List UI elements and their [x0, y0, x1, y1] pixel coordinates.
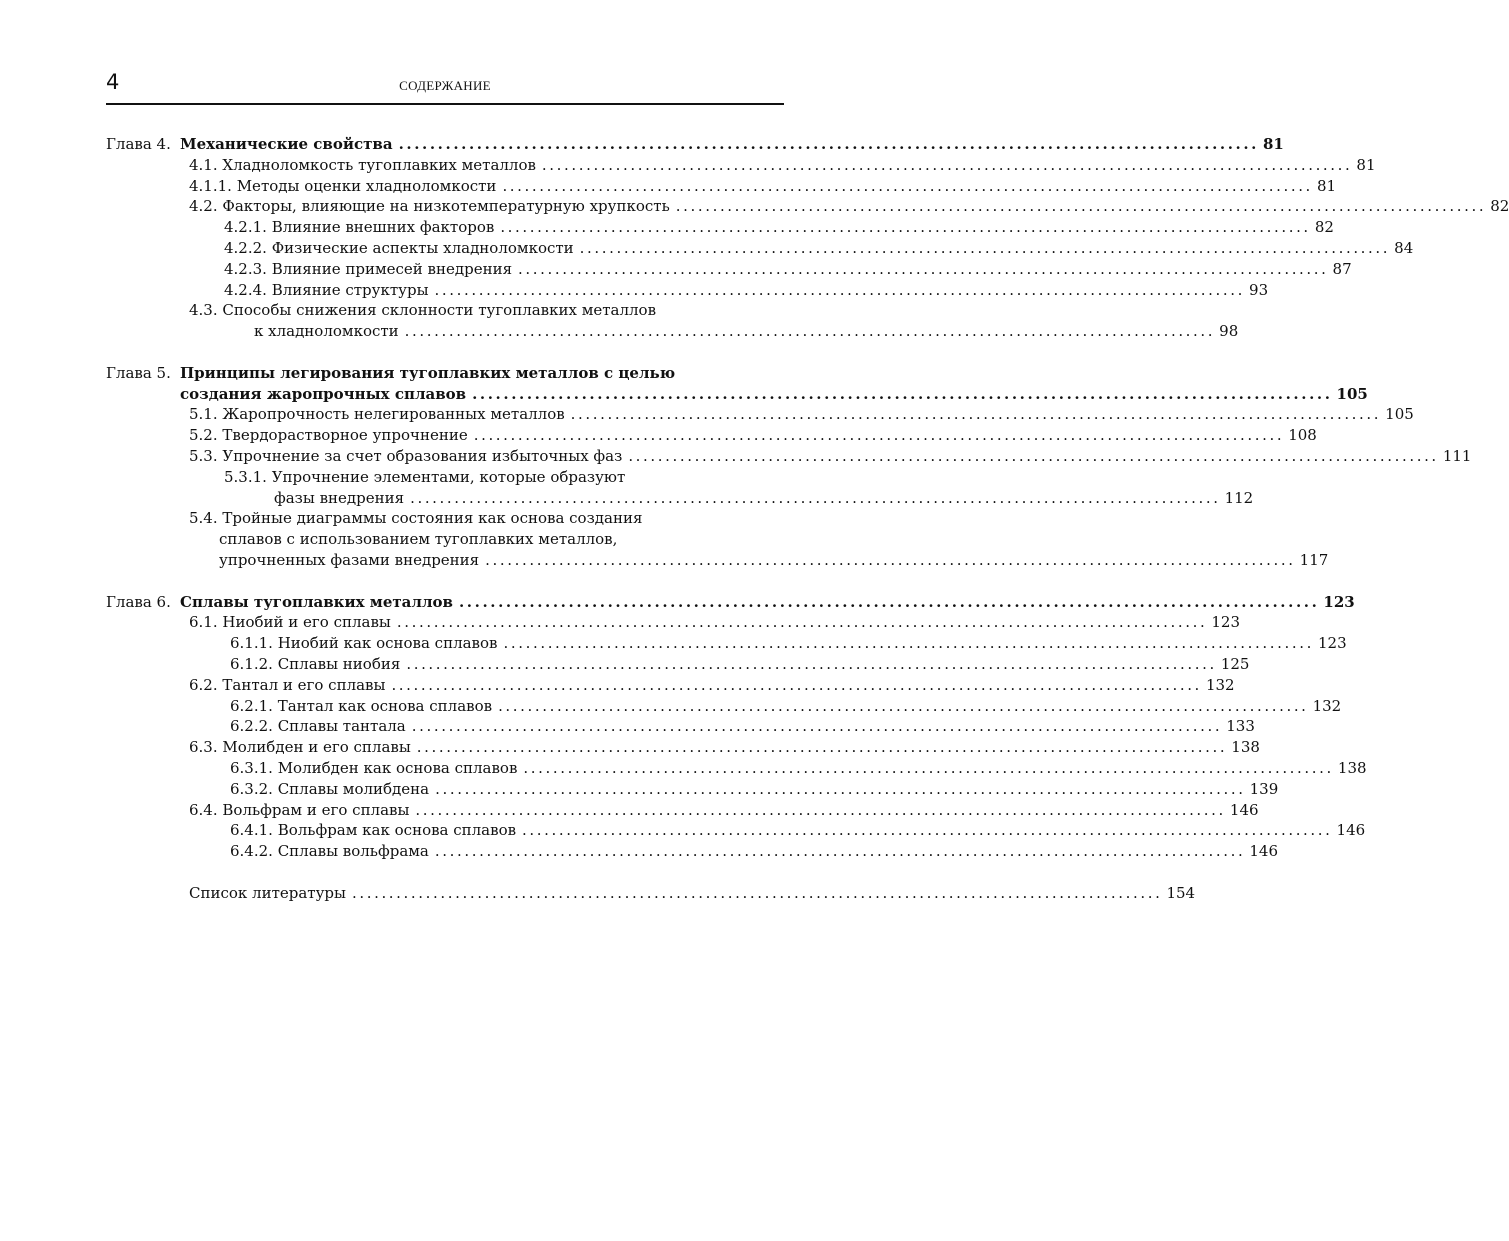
table-of-contents	[106, 134, 1509, 903]
page-ref: 82	[1314, 218, 1334, 237]
page-header	[106, 70, 784, 104]
toc-entry[interactable]	[106, 196, 1509, 217]
toc-entry[interactable]	[106, 654, 1250, 675]
dot-leader: ..............................................................................................................	[522, 821, 1333, 840]
entry-title: 5.4. Тройные диаграммы состояния как основа создания	[189, 509, 643, 528]
page-ref: 132	[1205, 675, 1235, 694]
entry-title: 6.2.1. Тантал как основа сплавов	[230, 696, 493, 715]
page-ref: 117	[1299, 550, 1329, 569]
toc-entry[interactable]	[106, 425, 1317, 446]
page-ref: 146	[1249, 842, 1279, 861]
dot-leader: ..............................................................................................................	[434, 280, 1246, 299]
dot-leader: ..............................................................................................................	[503, 634, 1314, 653]
chapter-title: Принципы легирования тугоплавких металлов с целью	[180, 363, 676, 382]
dot-leader: ..............................................................................................................	[523, 758, 1334, 777]
dot-leader: ..............................................................................................................	[396, 613, 1208, 632]
entry-title: 6.3.2. Сплавы молибдена	[230, 779, 430, 798]
dot-leader: ..............................................................................................................	[579, 238, 1391, 257]
page-ref: 154	[1166, 883, 1196, 902]
entry-title: 4.2.4. Влияние структуры	[224, 280, 429, 299]
toc-entry[interactable]	[106, 758, 1367, 779]
entry-title: 4.2.2. Физические аспекты хладноломкости	[224, 238, 574, 257]
page-ref: 139	[1249, 779, 1279, 798]
toc-entry[interactable]	[106, 675, 1235, 696]
chapter-label: Глава 4.	[106, 135, 171, 153]
toc-chapter-6[interactable]	[106, 592, 1355, 613]
toc-entry[interactable]	[106, 737, 1260, 758]
entry-title: 4.1.1. Методы оценки хладноломкости	[189, 176, 497, 195]
entry-title: 6.3.1. Молибден как основа сплавов	[230, 758, 518, 777]
dot-leader: ..............................................................................................................	[416, 738, 1228, 757]
dot-leader: ..............................................................................................................	[458, 592, 1320, 611]
page-ref: 84	[1394, 238, 1414, 257]
page-ref: 138	[1337, 758, 1367, 777]
entry-title: 6.2. Тантал и его сплавы	[189, 675, 386, 694]
page-ref: 108	[1288, 426, 1317, 445]
entry-title: 6.1. Ниобий и его сплавы	[189, 613, 391, 632]
entry-title: 5.2. Твердорастворное упрочнение	[189, 426, 468, 445]
chapter-label: Глава 5.	[106, 363, 171, 382]
toc-entry[interactable]	[106, 716, 1255, 737]
page-ref: 112	[1224, 488, 1254, 507]
dot-leader: ..............................................................................................................	[435, 779, 1246, 798]
toc-chapter-5[interactable]	[106, 363, 784, 384]
toc-entry[interactable]	[106, 217, 1334, 238]
toc-entry[interactable]	[106, 841, 1279, 862]
entry-title: 5.1. Жаропрочность нелегированных металлов	[189, 405, 565, 424]
page-ref: 81	[1263, 135, 1284, 153]
entry-title-continued: сплавов с использованием тугоплавких металлов,	[219, 530, 618, 549]
entry-title: 6.1.1. Ниобий как основа сплавов	[230, 634, 498, 653]
toc-chapter-5-continuation[interactable]	[106, 384, 1368, 405]
dot-leader: ..............................................................................................................	[472, 384, 1333, 403]
toc-entry[interactable]	[106, 446, 1472, 467]
entry-title-continued: фазы внедрения	[274, 488, 405, 507]
dot-leader: ..............................................................................................................	[473, 426, 1285, 445]
toc-entry[interactable]	[106, 779, 1279, 800]
dot-leader: ..............................................................................................................	[518, 259, 1329, 278]
entry-title: 6.2.2. Сплавы тантала	[230, 717, 406, 736]
dot-leader: ..............................................................................................................	[570, 405, 1382, 424]
page-ref: 87	[1332, 259, 1352, 278]
toc-entry-continuation[interactable]	[106, 488, 1254, 509]
entry-title: 6.4. Вольфрам и его сплавы	[189, 800, 410, 819]
entry-title: Список литературы	[189, 883, 346, 902]
toc-entry[interactable]	[106, 508, 784, 529]
entry-title: 4.2.3. Влияние примесей внедрения	[224, 259, 513, 278]
entry-title: 5.3.1. Упрочнение элементами, которые образуют	[224, 467, 626, 486]
toc-entry[interactable]	[106, 238, 1414, 259]
entry-title: 6.4.1. Вольфрам как основа сплавов	[230, 821, 517, 840]
dot-leader: ..............................................................................................................	[434, 842, 1246, 861]
page-ref: 98	[1219, 322, 1239, 341]
dot-leader: ..............................................................................................................	[628, 446, 1439, 465]
page-ref: 81	[1316, 176, 1337, 195]
toc-entry[interactable]	[106, 404, 1414, 425]
page-ref: 81	[1356, 155, 1376, 174]
dot-leader: ..............................................................................................................	[500, 218, 1311, 237]
toc-entry[interactable]	[106, 633, 1347, 654]
toc-entry[interactable]	[106, 280, 1269, 301]
entry-title: 4.2. Факторы, влияющие на низкотемпературную хрупкость	[189, 197, 670, 216]
entry-title-continued: упрочненных фазами внедрения	[219, 550, 480, 569]
dot-leader: ..............................................................................................................	[485, 550, 1296, 569]
toc-entry[interactable]	[106, 259, 1352, 280]
dot-leader: ..............................................................................................................	[675, 197, 1487, 216]
dot-leader: ..............................................................................................................	[391, 675, 1202, 694]
chapter-title: Механические свойства	[180, 135, 393, 153]
entry-title: 5.3. Упрочнение за счет образования избыточных фаз	[189, 446, 623, 465]
page-ref: 125	[1220, 654, 1250, 673]
page-number: 4	[106, 70, 120, 94]
page-ref: 146	[1336, 821, 1366, 840]
dot-leader: ..............................................................................................................	[502, 176, 1313, 195]
entry-title-continued: к хладноломкости	[254, 322, 399, 341]
dot-leader: ..............................................................................................................	[398, 135, 1259, 153]
page-ref: 123	[1317, 634, 1347, 653]
entry-title: 6.3. Молибден и его сплавы	[189, 738, 411, 757]
page-ref: 132	[1312, 696, 1342, 715]
page-ref: 111	[1442, 446, 1472, 465]
running-title: СОДЕРЖАНИЕ	[399, 78, 491, 93]
entry-title: 6.1.2. Сплавы ниобия	[230, 654, 401, 673]
toc-entry-continuation[interactable]	[106, 321, 1239, 342]
chapter-title: Сплавы тугоплавких металлов	[180, 592, 453, 611]
dot-leader: ..............................................................................................................	[406, 654, 1217, 673]
dot-leader: ..............................................................................................................	[498, 696, 1309, 715]
header-rule	[106, 103, 784, 105]
page-ref: 93	[1249, 280, 1269, 299]
entry-title: 4.2.1. Влияние внешних факторов	[224, 218, 495, 237]
page-ref: 133	[1226, 717, 1255, 736]
toc-entry[interactable]	[106, 820, 1366, 841]
page-ref: 146	[1229, 800, 1259, 819]
page-ref: 138	[1231, 738, 1260, 757]
dot-leader: ..............................................................................................................	[415, 800, 1226, 819]
toc-entry[interactable]	[106, 467, 784, 488]
chapter-title-continued: создания жаропрочных сплавов	[180, 384, 467, 403]
toc-entry[interactable]	[106, 612, 1240, 633]
toc-entry[interactable]	[106, 176, 1337, 197]
entry-title: 6.4.2. Сплавы вольфрама	[230, 842, 429, 861]
entry-title: 4.3. Способы снижения склонности тугоплавких металлов	[189, 301, 657, 320]
page-ref: 105	[1336, 384, 1368, 403]
toc-entry[interactable]	[106, 155, 1376, 176]
toc-entry[interactable]	[106, 800, 1259, 821]
toc-entry[interactable]	[106, 696, 1342, 717]
toc-entry-continuation[interactable]	[106, 550, 1329, 571]
toc-chapter-4[interactable]	[106, 134, 1284, 155]
page-ref: 123	[1211, 613, 1240, 632]
chapter-label: Глава 6.	[106, 592, 171, 611]
page-ref: 123	[1323, 592, 1355, 611]
entry-title: 4.1. Хладноломкость тугоплавких металлов	[189, 155, 536, 174]
dot-leader: ..............................................................................................................	[404, 322, 1216, 341]
dot-leader: ..............................................................................................................	[411, 717, 1223, 736]
toc-entry[interactable]	[106, 300, 784, 321]
dot-leader: ..............................................................................................................	[410, 488, 1221, 507]
dot-leader: ..............................................................................................................	[351, 883, 1163, 902]
page-ref: 105	[1385, 405, 1414, 424]
toc-entry-continuation[interactable]	[106, 529, 784, 550]
page-ref: 82	[1490, 197, 1509, 216]
dot-leader: ..............................................................................................................	[541, 155, 1353, 174]
toc-references[interactable]	[106, 883, 1196, 904]
